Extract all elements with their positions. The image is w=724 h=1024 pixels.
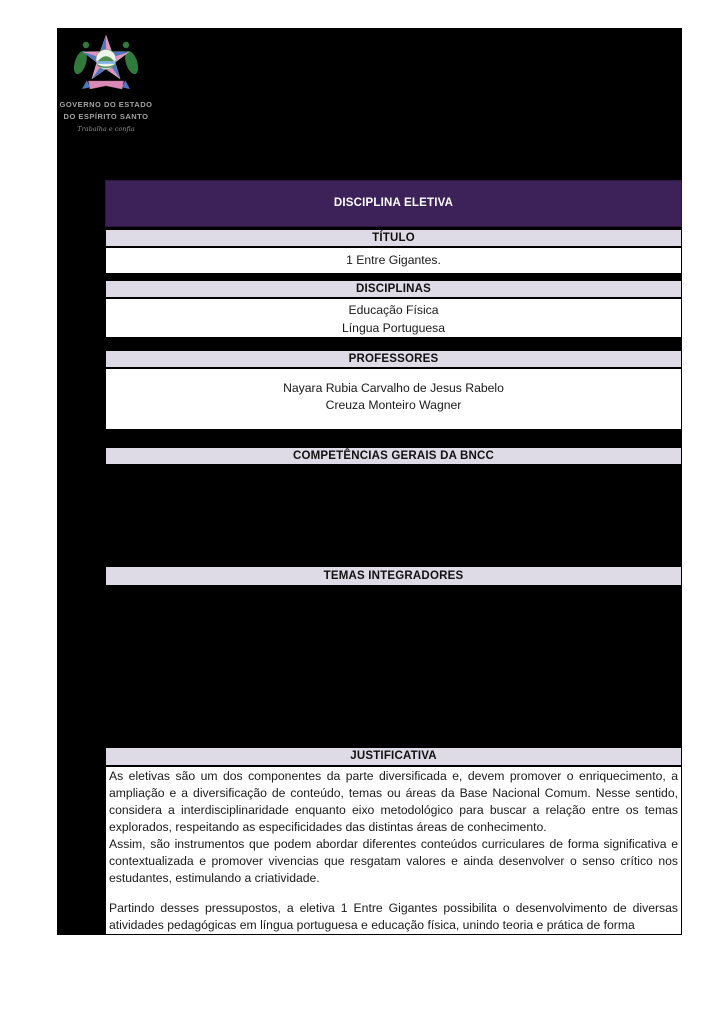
disciplina-item: Educação Física (348, 303, 439, 317)
disciplina-item: Língua Portuguesa (342, 321, 445, 335)
section-header-temas: TEMAS INTEGRADORES (105, 566, 682, 586)
section-header-professores: PROFESSORES (105, 350, 682, 368)
professores-values (105, 368, 682, 430)
justificativa-paragraph: Partindo desses pressupostos, a eletiva 1 Entre Gigantes possibilita o desenvolvimento de diversas atividades pedagógicas em língua portuguesa e educação física, unindo teoria e prática de forma (109, 901, 678, 932)
section-header-disciplinas: DISCIPLINAS (105, 280, 682, 298)
justificativa-paragraph: Assim, são instrumentos que podem abordar diferentes conteúdos curriculares de forma significativa e contextualizada e promover vivencias que resgatam valores e ainda desenvolver o senso crítico nos estudantes, estimulando a criatividade. (109, 837, 678, 885)
logo-org-line1: GOVERNO DO ESTADO (59, 100, 153, 109)
main-header-bar: DISCIPLINA ELETIVA (105, 180, 682, 227)
section-header-titulo: TÍTULO (105, 229, 682, 247)
justificativa-text-box (105, 766, 682, 935)
section-header-competencias: COMPETÊNCIAS GERAIS DA BNCC (105, 447, 682, 465)
espirito-santo-coat-of-arms-icon (66, 32, 146, 98)
logo-org-line2: DO ESPÍRITO SANTO (63, 112, 149, 121)
government-logo (58, 32, 154, 133)
justificativa-paragraph: As eletivas são um dos componentes da parte diversificada e, devem promover o enriquecimento, a ampliação e a diversificação de conteúdo, temas ou áreas da Base Nacional Comum. Nesse sentido, considera a interdisciplinaridade enquanto eixo metodológico para buscar a relação entre os temas explorados, respeitando as especificidades das distintas áreas de conhecimento. (109, 769, 678, 834)
professor-item: Creuza Monteiro Wagner (325, 398, 462, 412)
professor-item: Nayara Rubia Carvalho de Jesus Rabelo (283, 381, 504, 395)
titulo-value: 1 Entre Gigantes. (105, 247, 682, 274)
section-header-justificativa: JUSTIFICATIVA (105, 747, 682, 766)
disciplinas-values (105, 298, 682, 338)
logo-tagline: Trabalha e confia (77, 125, 135, 133)
